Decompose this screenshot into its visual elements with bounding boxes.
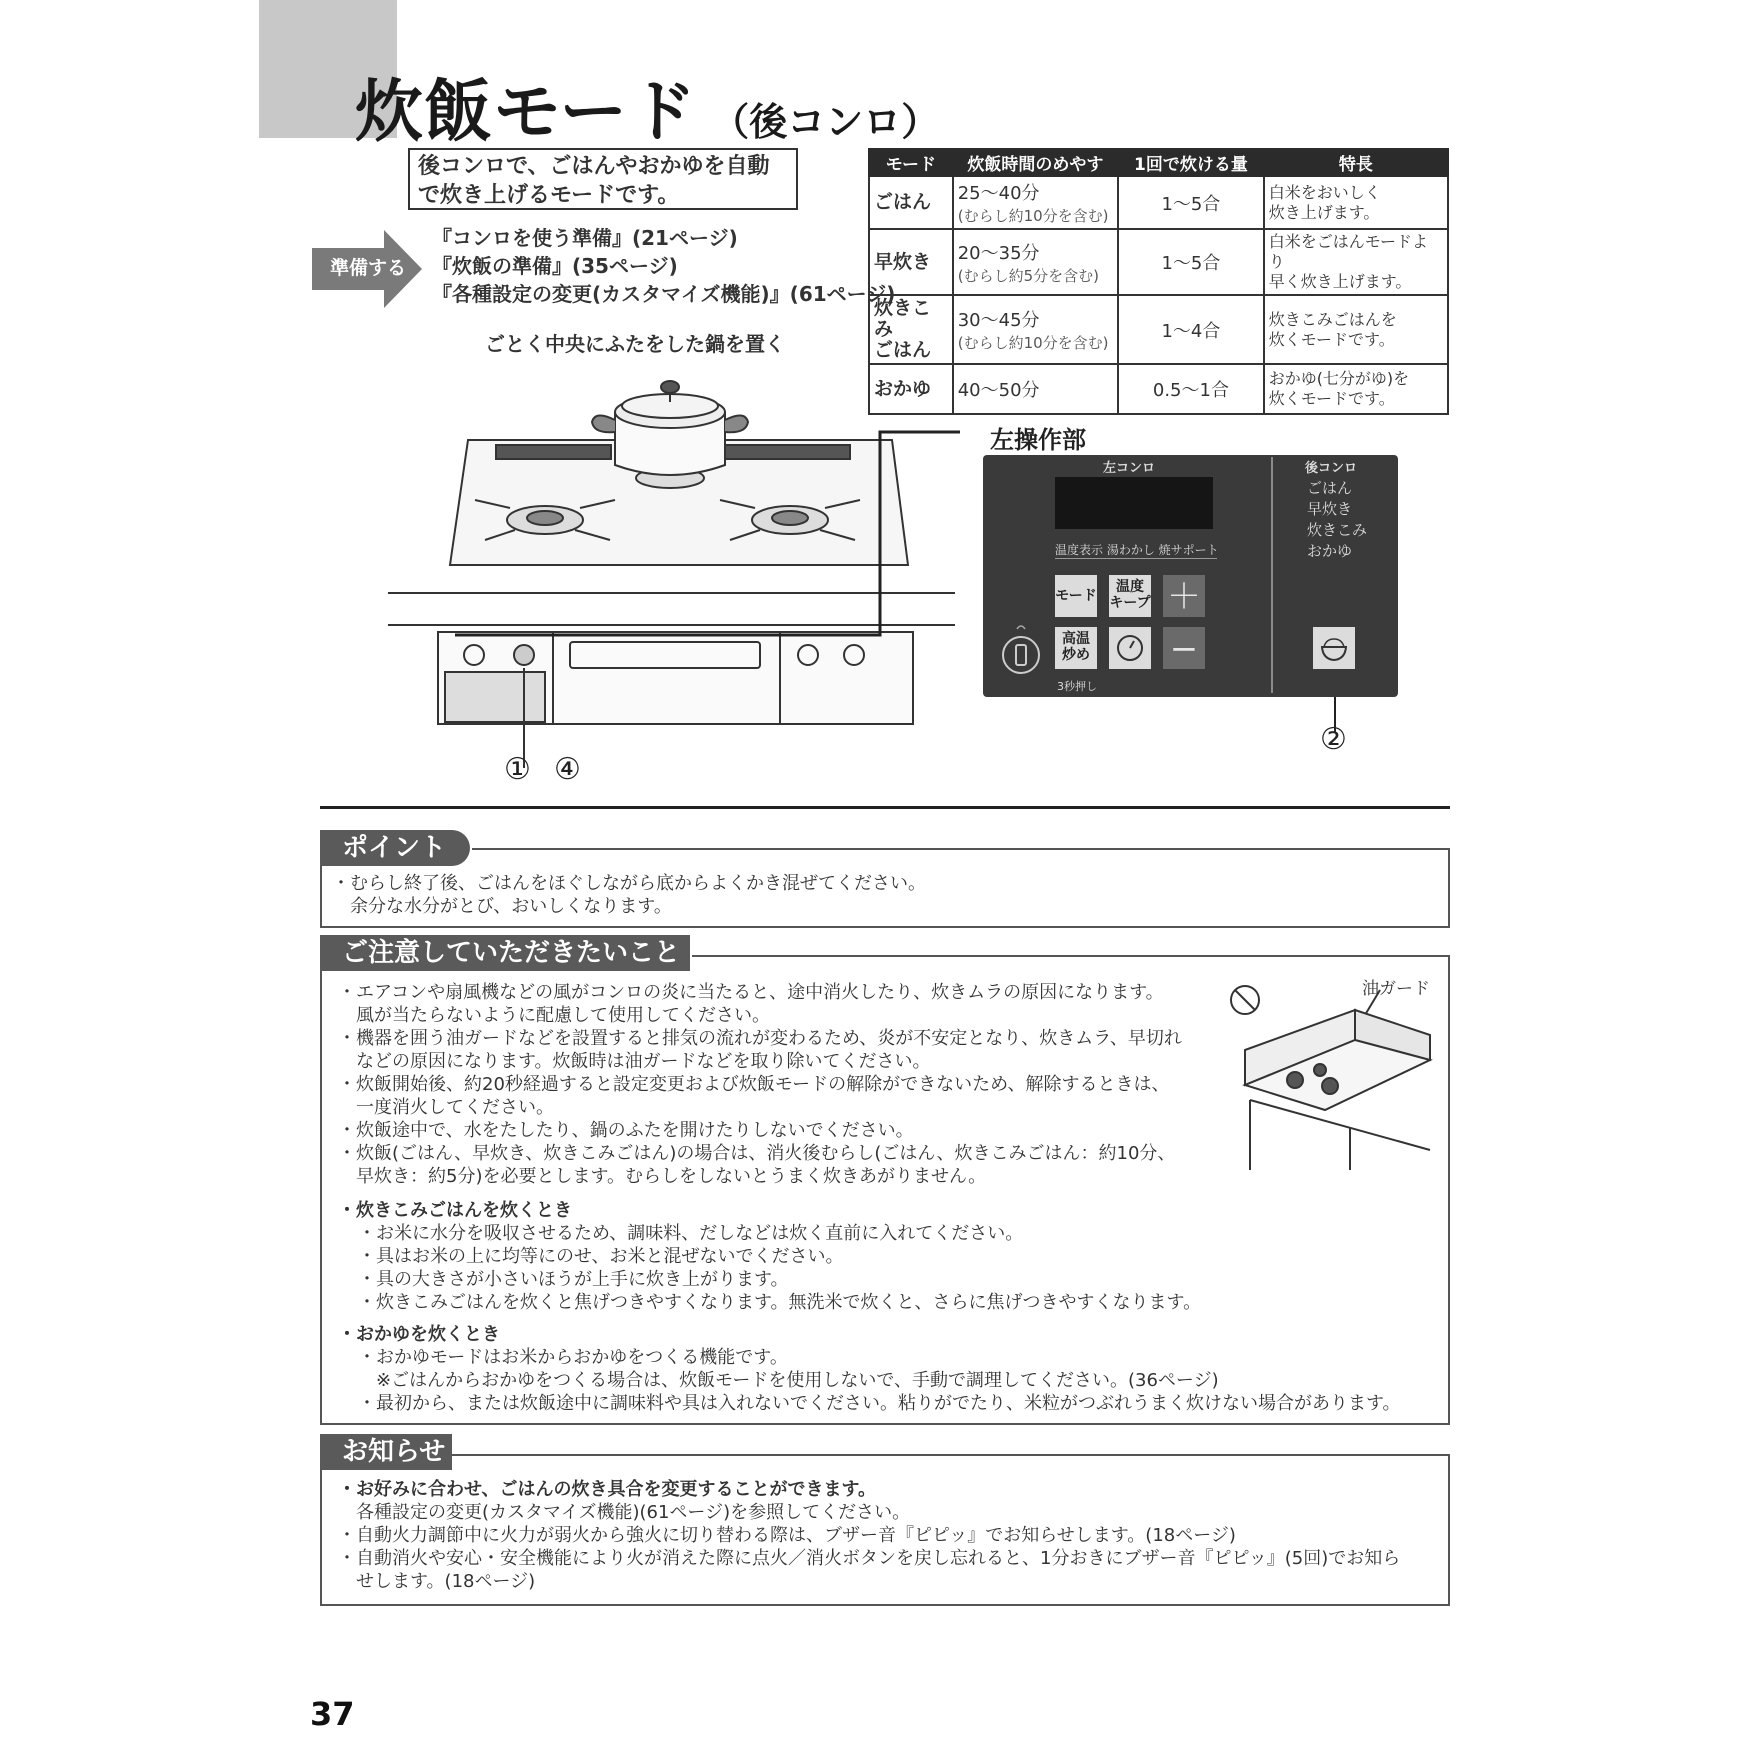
left-panel-label: 左操作部 xyxy=(990,426,1086,454)
notice-line: せします。(18ページ) xyxy=(338,1571,536,1592)
point-box xyxy=(320,848,1450,928)
page-number: 37 xyxy=(310,1695,355,1733)
table-header-row xyxy=(869,149,1448,176)
caution-tag: ご注意していただきたいこと xyxy=(320,935,690,971)
timer-icon xyxy=(1109,627,1151,669)
okayu-title: ・おかゆを炊くとき xyxy=(338,1324,500,1345)
notice-line: ・自動火力調節中に火力が弱火から強火に切り替わる際は、ブザー音『ピピッ』でお知らせします。(18ページ) xyxy=(338,1525,1236,1546)
okayu-line: ・おかゆモードはお米からおかゆをつくる機能です。 xyxy=(358,1347,788,1368)
hold-3sec-label: 3秒押し xyxy=(1057,680,1097,693)
point-line: ・むらし終了後、ごはんをほぐしながら底からよくかき混ぜてください。 xyxy=(332,873,926,894)
time-cell: 30〜45分 (むらし約10分を含む) xyxy=(953,295,1118,364)
minus-button[interactable]: − xyxy=(1163,627,1205,669)
intro-line-1: 後コンロで、ごはんやおかゆを自動 xyxy=(418,154,770,179)
prepare-item: 『炊飯の準備』(35ページ) xyxy=(432,254,678,278)
intro-line-2: で炊き上げるモードです。 xyxy=(418,183,680,208)
callout-4: ④ xyxy=(554,752,581,787)
control-panel xyxy=(983,455,1398,697)
mode-cell: おかゆ xyxy=(869,364,953,414)
notice-tag: お知らせ xyxy=(320,1434,452,1470)
time-cell: 40〜50分 xyxy=(953,364,1118,414)
oil-guard-label: 油ガード xyxy=(1362,979,1430,999)
table-row xyxy=(869,176,1448,229)
caution-line: 早炊き：約5分)を必要とします。むらしをしないとうまく炊きあがりません。 xyxy=(338,1166,987,1187)
rear-mode-gohan: ごはん xyxy=(1307,479,1353,497)
amount-cell: 1〜5合 xyxy=(1118,229,1264,295)
section-divider xyxy=(320,806,1450,809)
callout-2: ② xyxy=(1320,722,1347,757)
pot-caption: ごとく中央にふたをした鍋を置く xyxy=(485,332,785,356)
left-burner-header: 左コンロ xyxy=(1103,461,1156,476)
notice-line: ・自動消火や安心・安全機能により火が消えた際に点火／消火ボタンを戻し忘れると、1分おきにブザー音『ピピッ』(5回)でお知ら xyxy=(338,1548,1401,1569)
notice-box xyxy=(320,1454,1450,1606)
page-title-main: 炊飯モード xyxy=(355,73,698,152)
mode-button[interactable]: モード xyxy=(1055,575,1097,617)
panel-divider xyxy=(1271,457,1273,693)
mode-cell: ごはん xyxy=(869,176,953,229)
panel-functions: 温度表示 湯わかし 焼サポート xyxy=(1055,543,1219,557)
prepare-item: 『コンロを使う準備』(21ページ) xyxy=(432,226,738,250)
takikomi-line: ・具の大きさが小さいほうが上手に炊き上がります。 xyxy=(358,1269,789,1290)
takikomi-title: ・炊きこみごはんを炊くとき xyxy=(338,1200,572,1221)
amount-cell: 1〜4合 xyxy=(1118,295,1264,364)
feature-cell: 白米をおいしく 炊き上げます。 xyxy=(1264,176,1448,229)
table-header: 特長 xyxy=(1264,149,1448,176)
table-header: 炊飯時間のめやす xyxy=(953,149,1118,176)
callout-1: ① xyxy=(504,752,531,787)
okayu-line: ・最初から、または炊飯途中に調味料や具は入れないでください。粘りがでたり、米粒がつぶれうまく炊けない場合があります。 xyxy=(358,1393,1401,1414)
rear-mode-hayadaki: 早炊き xyxy=(1307,500,1353,518)
time-cell: 20〜35分 (むらし約5分を含む) xyxy=(953,229,1118,295)
takikomi-line: ・お米に水分を吸収させるため、調味料、だしなどは炊く直前に入れてください。 xyxy=(358,1223,1024,1244)
point-line: 余分な水分がとび、おいしくなります。 xyxy=(332,896,672,917)
caution-line: 風が当たらないように配慮して使用してください。 xyxy=(338,1005,770,1026)
caution-line: ・炊飯(ごはん、早炊き、炊きこみごはん)の場合は、消火後むらし(ごはん、炊きこみごはん：約10分、 xyxy=(338,1143,1176,1164)
caution-line: ・機器を囲う油ガードなどを設置すると排気の流れが変わるため、炎が不安定となり、炊きムラ、早切れ xyxy=(338,1028,1182,1049)
takikomi-line: ・炊きこみごはんを炊くと焦げつきやすくなります。無洗米で炊くと、さらに焦げつきやすくなります。 xyxy=(358,1292,1202,1313)
oil-guard-illustration xyxy=(1225,980,1440,1175)
feature-cell: 白米をごはんモードより 早く炊き上げます。 xyxy=(1264,229,1448,295)
prepare-item: 『各種設定の変更(カスタマイズ機能)』(61ページ) xyxy=(432,282,896,306)
table-row xyxy=(869,229,1448,295)
notice-line: 各種設定の変更(カスタマイズ機能)(61ページ)を参照してください。 xyxy=(338,1502,911,1523)
takikomi-line: ・具はお米の上に均等にのせ、お米と混ぜないでください。 xyxy=(358,1246,844,1267)
intro-box xyxy=(408,148,798,210)
keep-temp-button[interactable]: 温度 キープ xyxy=(1109,575,1151,617)
caution-line: ・エアコンや扇風機などの風がコンロの炎に当たると、途中消火したり、炊きムラの原因になります。 xyxy=(338,982,1164,1003)
panel-display xyxy=(1055,477,1213,529)
caution-line: ・炊飯開始後、約20秒経過すると設定変更および炊飯モードの解除ができないため、解除するときは、 xyxy=(338,1074,1170,1095)
table-header: 1回で炊ける量 xyxy=(1118,149,1264,176)
feature-cell: 炊きこみごはんを 炊くモードです。 xyxy=(1264,295,1448,364)
rice-cook-button[interactable] xyxy=(1313,627,1355,669)
stove-illustration xyxy=(380,350,970,790)
feature-cell: おかゆ(七分がゆ)を 炊くモードです。 xyxy=(1264,364,1448,414)
mode-cell: 炊きこみ ごはん xyxy=(869,295,953,364)
caution-line: などの原因になります。炊飯時は油ガードなどを取り除いてください。 xyxy=(338,1051,931,1072)
plus-button[interactable]: ＋ xyxy=(1163,575,1205,617)
page-title xyxy=(355,58,939,155)
rear-mode-takikomi: 炊きこみ xyxy=(1307,521,1368,539)
amount-cell: 1〜5合 xyxy=(1118,176,1264,229)
high-temp-fry-button[interactable]: 高温 炒め xyxy=(1055,627,1097,669)
prepare-label: 準備する xyxy=(330,257,407,279)
rice-bowl-icon xyxy=(1313,627,1355,669)
prepare-list xyxy=(432,224,895,308)
okayu-line: ※ごはんからおかゆをつくる場合は、炊飯モードを使用しないで、手動で調理してください。(36ページ) xyxy=(358,1370,1219,1391)
table-header: モード xyxy=(869,149,953,176)
amount-cell: 0.5〜1合 xyxy=(1118,364,1264,414)
mode-cell: 早炊き xyxy=(869,229,953,295)
ignite-switch-icon[interactable] xyxy=(999,621,1043,677)
prepare-arrow xyxy=(312,230,422,312)
caution-line: ・炊飯途中で、水をたしたり、鍋のふたを開けたりしないでください。 xyxy=(338,1120,914,1141)
panel-functions-line xyxy=(1055,558,1217,559)
time-cell: 25〜40分 (むらし約10分を含む) xyxy=(953,176,1118,229)
timer-button[interactable] xyxy=(1109,627,1151,669)
page-title-sub: （後コンロ） xyxy=(711,100,940,144)
point-tag: ポイント xyxy=(320,830,470,866)
rear-mode-okayu: おかゆ xyxy=(1307,542,1353,560)
rear-burner-header: 後コンロ xyxy=(1305,461,1358,476)
caution-line: 一度消火してください。 xyxy=(338,1097,554,1118)
notice-line: ・お好みに合わせ、ごはんの炊き具合を変更することができます。 xyxy=(338,1479,877,1500)
